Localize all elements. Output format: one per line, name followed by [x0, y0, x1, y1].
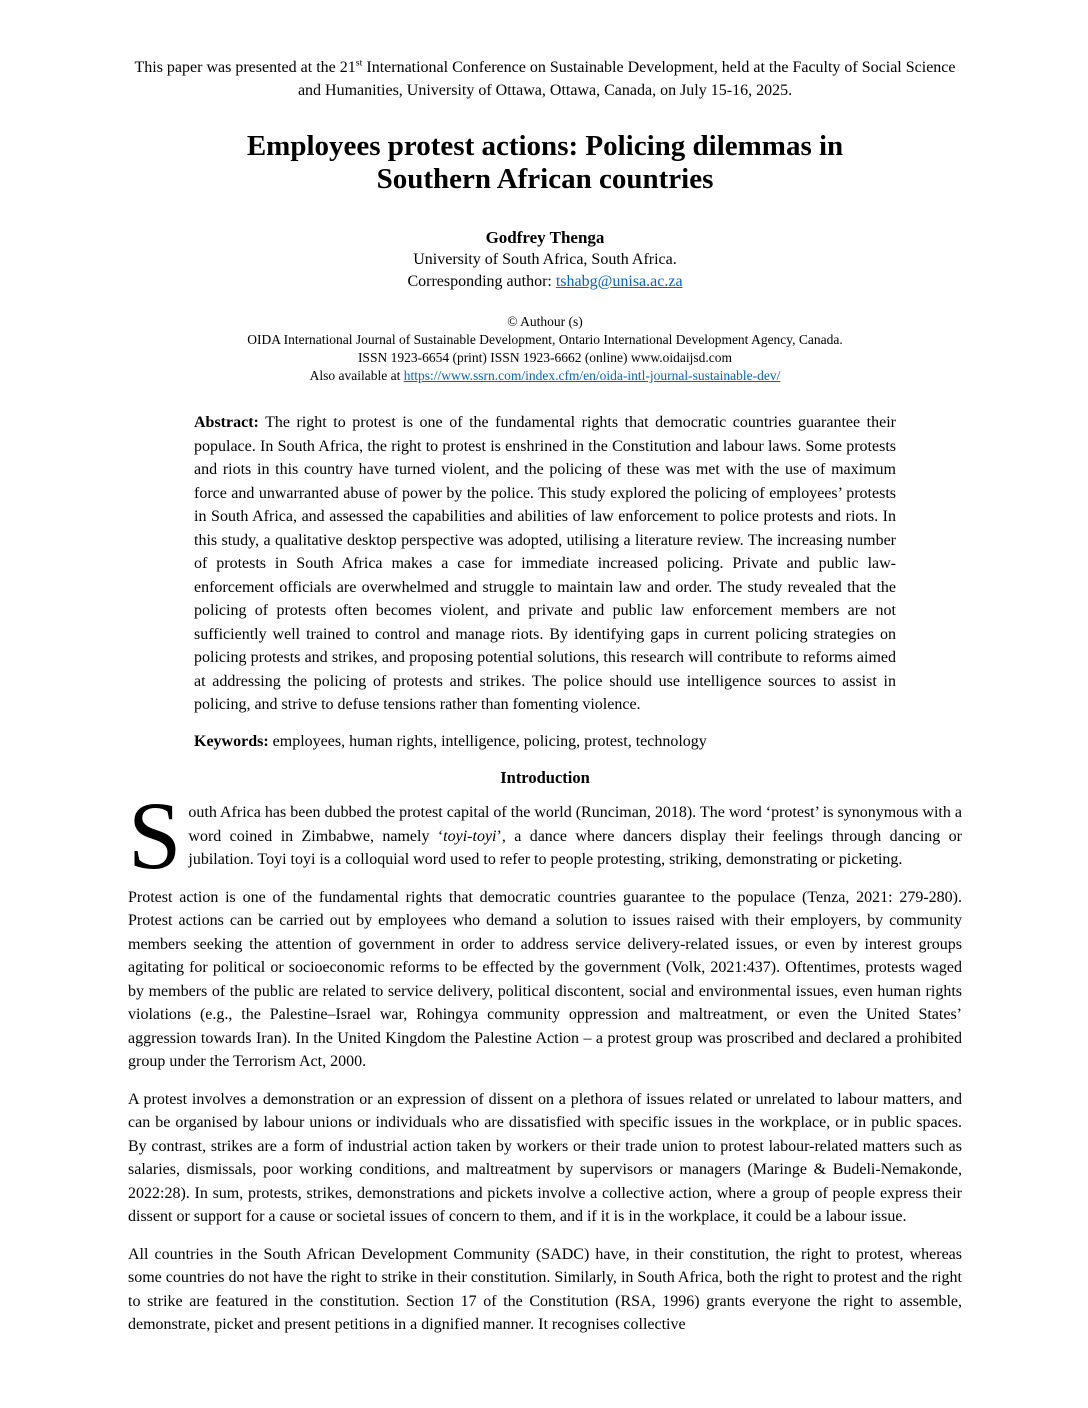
issn-line: ISSN 1923-6654 (print) ISSN 1923-6662 (online) www.oidaijsd.com [357, 350, 733, 365]
paper-title-line-2: Southern African countries [376, 163, 714, 195]
abstract-label: Abstract: [194, 414, 259, 431]
author-block [128, 226, 962, 293]
corresponding-author-line [128, 271, 962, 293]
keywords-label: Keywords: [194, 732, 269, 750]
drop-cap-letter: S [128, 782, 182, 889]
abstract-text: The right to protest is one of the fundamental rights that democratic countries guarantee their populace. In South Africa, the right to protest is enshrined in the Constitution and labour laws. Some protests and riots in this country have turned violent, and the policing of these was met with the use of maximum force and unwarranted abuse of power by the police. This study explored the policing of employees’ protests in South Africa, and assessed the capabilities and abilities of law enforcement to police protests and riots. In this study, a qualitative desktop perspective was adopted, utilising a literature review. The increasing number of protests in South Africa makes a case for immediate increased policing. Private and public law-enforcement officials are overwhelmed and struggle to maintain law and order. The study revealed that the policing of protests often becomes violent, and private and public law enforcement members are not sufficiently well trained to control and manage riots. By identifying gaps in current policing strategies on policing protests and strikes, and proposing potential solutions, this research will contribute to reforms aimed at addressing the policing of protests and strikes. The police should use intelligence sources to assist in policing, and strive to defuse tensions rather than fomenting violence. [194, 414, 896, 713]
intro-paragraph-1 [128, 782, 962, 889]
conference-note [128, 56, 962, 102]
ordinal-superscript: st [355, 57, 363, 69]
journal-imprint [128, 313, 962, 385]
author-name: Godfrey Thenga [485, 228, 605, 247]
introduction-heading: Introduction [500, 768, 590, 787]
journal-url-link[interactable]: https://www.ssrn.com/index.cfm/en/oida-intl-journal-sustainable-dev/ [403, 368, 781, 383]
conference-note-text-2: International Conference on Sustainable Development, held at the Faculty of Social Science and Humanities, University of Ottawa, Ottawa, Canada, on July 15-16, 2025. [297, 59, 956, 99]
intro-paragraph-3: A protest involves a demonstration or an expression of dissent on a plethora of issues related or unrelated to labour matters, and can be organised by labour unions or individuals who are dissatisfied with specific issues in the workplace, or in public spaces. By contrast, strikes are a form of industrial action taken by workers or their trade union to protest labour-related matters such as salaries, dismissals, poor working conditions, and maltreatment by supervisors or managers (Maringe & Budeli-Nemakonde, 2022:28). In sum, protests, strikes, demonstrations and pickets involve a collective action, where a group of people express their dissent or support for a cause or societal issues of concern to them, and if it is in the workplace, it could be a labour issue. [128, 1090, 962, 1225]
corresponding-author-label: Corresponding author: [407, 273, 556, 290]
intro-paragraph-2: Protest action is one of the fundamental rights that democratic countries guarantee to the populace (Tenza, 2021: 279-280). Protest actions can be carried out by employees who demand a solution to issues raised with their employers, by community members seeking the attention of government in order to address service delivery-related issues, or even by interest groups agitating for political or socioeconomic reforms to be effected by the government (Volk, 2021:437). Oftentimes, protests waged by members of the public are related to service delivery, political discontent, social and environmental issues, even human rights violations (e.g., the Palestine–Israel war, Rohingya community oppression and maltreatment, or even the United States’ aggression towards Iran). In the United Kingdom the Palestine Action – a protest group was proscribed and declared a prohibited group under the Terrorism Act, 2000. [128, 888, 962, 1070]
intro-paragraph-4: All countries in the South African Development Community (SADC) have, in their constitution, the right to protest, whereas some countries do not have the right to strike in their constitution. Similarly, in South Africa, both the right to protest and the right to strike are featured in the constitution. Section 17 of the Constitution (RSA, 1996) grants everyone the right to assemble, demonstrate, picket and present petitions in a dignified manner. It recognises collective [128, 1245, 962, 1333]
intro-paragraph-1-text-2: ’, a dance where dancers display their feelings through dancing or jubilation. Toyi toyi is a colloquial word used to refer to people protesting, striking, demonstrating or picketing. [188, 827, 962, 868]
availability-label: Also available at [309, 368, 404, 383]
abstract-paragraph [194, 411, 896, 717]
availability-line [128, 367, 962, 385]
toyi-toyi-italic: toyi-toyi [443, 827, 497, 845]
paper-title-line-1: Employees protest actions: Policing dilemmas in [246, 130, 844, 162]
copyright-line: © Authour (s) [507, 314, 583, 329]
intro-paragraph-1-text-1: outh Africa has been dubbed the protest capital of the world (Runciman, 2018). The word ‘protest’ is synonymous with a word coined in Zimbabwe, namely ‘ [188, 804, 962, 845]
email-link[interactable]: tshabg@unisa.ac.za [555, 273, 683, 290]
keywords-line [194, 730, 896, 754]
conference-note-text-1: This paper was presented at the 21 [134, 59, 356, 76]
author-affiliation: University of South Africa, South Africa. [413, 251, 677, 268]
paper-title [128, 130, 962, 196]
keywords-text: employees, human rights, intelligence, policing, protest, technology [268, 732, 707, 750]
journal-line: OIDA International Journal of Sustainable Development, Ontario International Development Agency, Canada. [247, 332, 843, 347]
